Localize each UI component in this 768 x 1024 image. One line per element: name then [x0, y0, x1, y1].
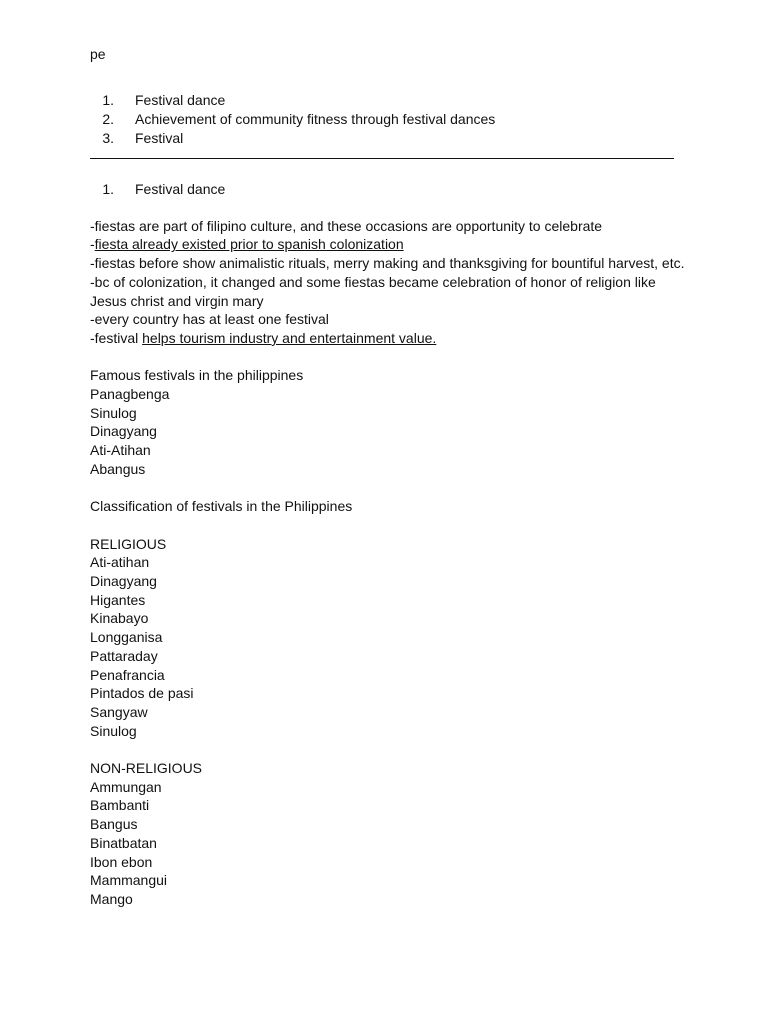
list-item: Ati-Atihan — [90, 442, 151, 459]
list-item: Ati-atihan — [90, 554, 150, 571]
list-item: Longganisa — [90, 629, 163, 646]
list-item: Abangus — [90, 460, 146, 477]
note-line: -fiesta already existed prior to spanish colonization — [90, 236, 404, 253]
section-heading-list — [90, 180, 690, 199]
list-item: Bambanti — [90, 797, 150, 814]
topic-list — [90, 91, 690, 148]
non-religious-heading: NON-RELIGIOUS — [90, 760, 203, 777]
list-item: Kinabayo — [90, 610, 149, 627]
list-item: Binatbatan — [90, 834, 157, 851]
spacer — [90, 159, 690, 180]
note-line: -every country has at least one festival — [90, 311, 329, 328]
list-item: Sinulog — [90, 404, 137, 421]
famous-festivals — [90, 366, 690, 478]
notes-block — [90, 217, 690, 348]
list-item: Dinagyang — [90, 423, 157, 440]
list-item: Ibon ebon — [90, 853, 153, 870]
list-item: Pattaraday — [90, 647, 158, 664]
underlined-text: helps tourism industry and entertainment value. — [142, 329, 437, 346]
topic-list-item: 2. Achievement of community fitness through festival dances — [102, 110, 496, 127]
spacer — [90, 199, 690, 217]
spacer — [90, 348, 690, 367]
document-title: pe — [90, 46, 106, 62]
list-item: Pintados de pasi — [90, 685, 194, 702]
topic-list-item: 1. Festival dance — [102, 91, 226, 108]
list-item: Higantes — [90, 591, 146, 608]
list-item: Dinagyang — [90, 573, 157, 590]
note-line: -fiestas are part of filipino culture, and these occasions are opportunity to celebrate — [90, 217, 603, 234]
list-item: Mango — [90, 890, 133, 907]
list-item: Sinulog — [90, 722, 137, 739]
list-item: Panagbenga — [90, 386, 170, 403]
list-item: Bangus — [90, 816, 138, 833]
note-line: -fiestas before show animalistic rituals, merry making and thanksgiving for bountiful harvest, etc. — [90, 255, 685, 272]
religious-heading: RELIGIOUS — [90, 535, 167, 552]
list-item: Ammungan — [90, 778, 162, 795]
document-page — [90, 45, 690, 909]
note-line: -bc of colonization, it changed and some fiestas became celebration of honor of religion like — [90, 273, 656, 290]
list-item: Penafrancia — [90, 666, 165, 683]
religious-festivals — [90, 535, 690, 741]
underlined-text: fiesta already existed prior to spanish colonization — [94, 236, 404, 253]
spacer — [90, 740, 690, 759]
list-item: Mammangui — [90, 872, 168, 889]
spacer — [90, 64, 690, 91]
note-line: -festival helps tourism industry and entertainment value. — [90, 329, 437, 346]
list-item: Sangyaw — [90, 703, 148, 720]
note-line: Jesus christ and virgin mary — [90, 292, 264, 309]
non-religious-festivals — [90, 759, 690, 909]
section-heading: 1. Festival dance — [102, 180, 226, 197]
spacer — [90, 479, 690, 498]
topic-list-item: 3. Festival — [102, 129, 184, 146]
classification-heading: Classification of festivals in the Philippines — [90, 498, 353, 515]
famous-festivals-heading: Famous festivals in the philippines — [90, 367, 304, 384]
spacer — [90, 516, 690, 535]
